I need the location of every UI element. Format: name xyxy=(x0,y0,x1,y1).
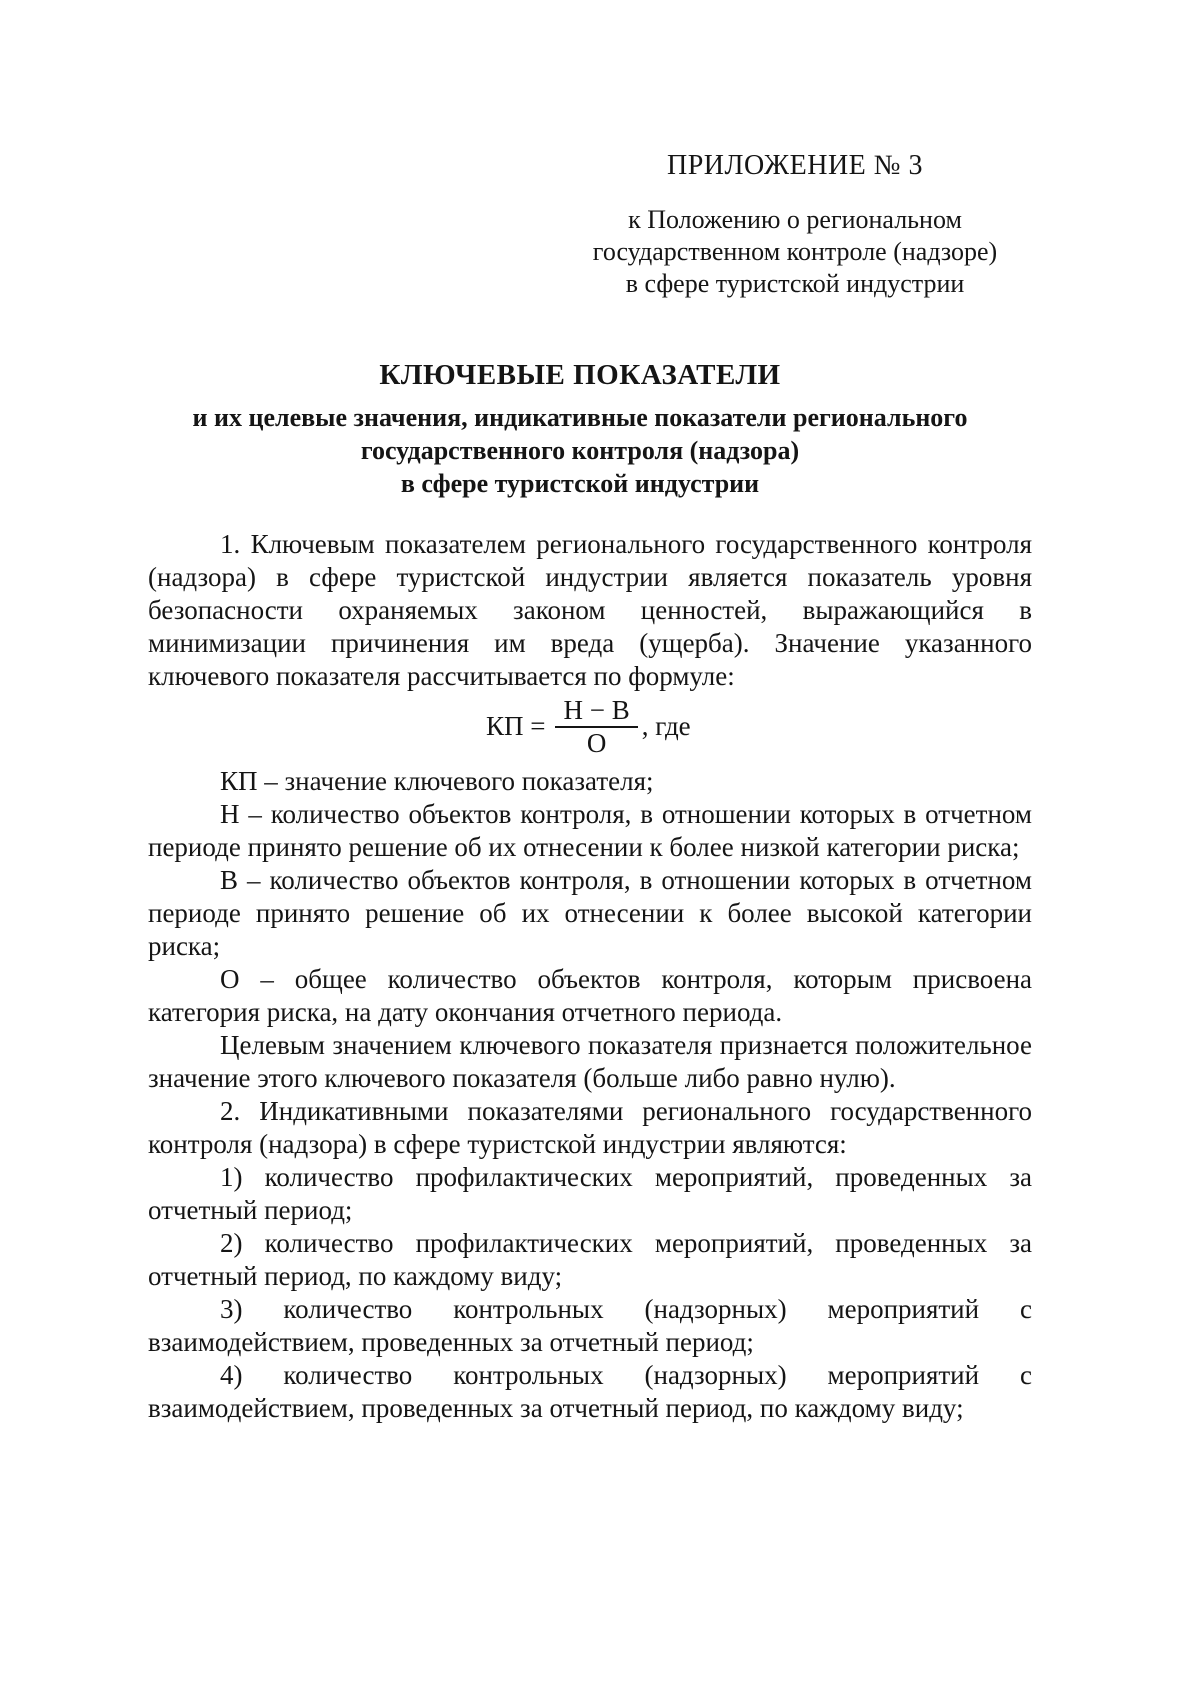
document-subtitle-line-1: и их целевые значения, индикативные показатели регионального xyxy=(192,403,968,432)
document-subtitle-line-3: в сфере туристской индустрии xyxy=(400,469,760,498)
appendix-title: ПРИЛОЖЕНИЕ № 3 xyxy=(667,150,923,181)
formula-tail: , где xyxy=(641,710,691,741)
formula-denominator: О xyxy=(586,727,607,758)
appendix-ref-line-3: в сфере туристской индустрии xyxy=(625,269,965,298)
list-item: 2) количество профилактических мероприятий, проведенных за отчетный период, по каждому виду; xyxy=(148,1228,1032,1291)
appendix-ref-line-2: государственном контроле (надзоре) xyxy=(592,237,998,266)
key-indicator-formula xyxy=(486,691,691,761)
appendix-ref-line-1: к Положению о региональном xyxy=(628,205,962,234)
list-item: 3) количество контрольных (надзорных) мероприятий с взаимодействием, проведенных за отчетный период; xyxy=(148,1294,1032,1357)
list-item: 1) количество профилактических мероприятий, проведенных за отчетный период; xyxy=(148,1162,1032,1225)
document-body xyxy=(148,528,1032,1425)
formula-fraction xyxy=(555,695,637,758)
document-title: КЛЮЧЕВЫЕ ПОКАЗАТЕЛИ xyxy=(379,359,781,391)
formula-lhs: КП = xyxy=(486,710,546,741)
appendix-block xyxy=(560,150,1030,300)
definition-v: В – количество объектов контроля, в отношении которых в отчетном периоде принято решение об их отнесении к более высокой категории риска; xyxy=(148,865,1032,961)
document-heading xyxy=(140,355,1020,500)
document-subtitle-line-2: государственного контроля (надзора) xyxy=(360,436,800,465)
definition-o: О – общее количество объектов контроля, которым присвоена категория риска, на дату окончания отчетного периода. xyxy=(148,964,1032,1027)
formula-row xyxy=(148,691,1032,761)
paragraph-target-value: Целевым значением ключевого показателя признается положительное значение этого ключевого показателя (больше либо равно нулю). xyxy=(148,1030,1032,1093)
definition-n: Н – количество объектов контроля, в отношении которых в отчетном периоде принято решение об их отнесении к более низкой категории риска; xyxy=(148,799,1032,862)
paragraph-indicative-indicators: 2. Индикативными показателями регионального государственного контроля (надзора) в сфере туристской индустрии являются: xyxy=(148,1096,1032,1159)
list-item: 4) количество контрольных (надзорных) мероприятий с взаимодействием, проведенных за отчетный период, по каждому виду; xyxy=(148,1360,1032,1423)
paragraph-key-indicator: 1. Ключевым показателем регионального государственного контроля (надзора) в сфере туристской индустрии является показатель уровня безопасности охраняемых законом ценностей, выражающийся в минимизации причинения им вреда (ущерба). Значение указанного ключевого показателя рассчитывается по формуле: xyxy=(148,529,1032,691)
formula-numerator: Н − В xyxy=(555,695,637,728)
definition-kp: КП – значение ключевого показателя; xyxy=(220,766,654,796)
